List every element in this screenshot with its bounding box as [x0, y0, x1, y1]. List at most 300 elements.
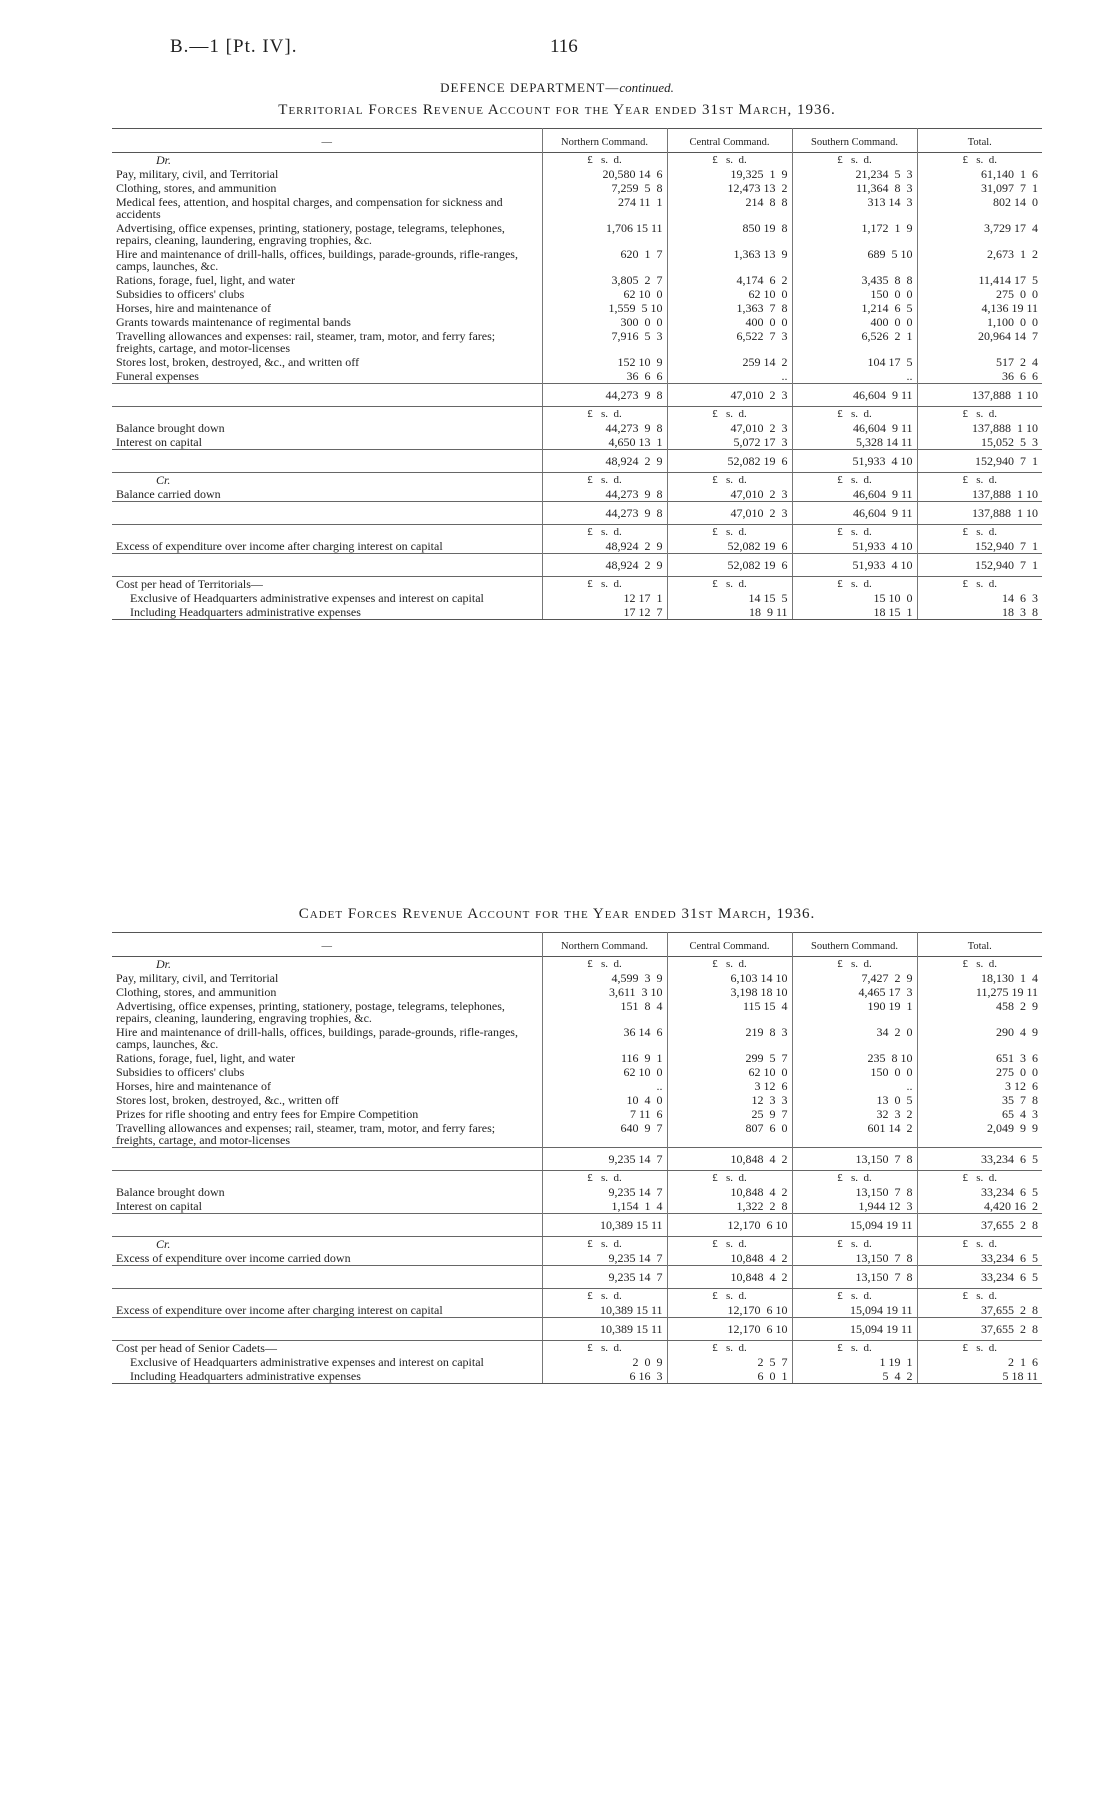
total-cell: [792, 450, 917, 473]
amount-value: 47,010 2 3: [730, 421, 788, 435]
amount-cell: [667, 247, 792, 273]
amount-cell: [917, 287, 1042, 301]
total-value: 12,170 6 10: [727, 1322, 788, 1336]
amount-cell: [917, 421, 1042, 435]
row-label: [112, 1237, 542, 1252]
amount-cell: [542, 1369, 667, 1384]
amount-cell: [667, 301, 792, 315]
amount-value: 640 9 7: [620, 1121, 663, 1135]
amount-value: 7,427 2 9: [861, 971, 913, 985]
amount-value: 6 0 1: [757, 1369, 788, 1383]
amount-value: 35 7 8: [1002, 1093, 1038, 1107]
currency-units: [917, 577, 1042, 592]
amount-value: 11,414 17 5: [978, 273, 1038, 287]
total-label-blank: [112, 1214, 542, 1237]
row-description: Excess of expenditure over income after charging interest on capital: [116, 1303, 443, 1317]
total-cell: [917, 1318, 1042, 1341]
lsd-heading: £ s. d.: [962, 958, 998, 970]
amount-value: 517 2 4: [996, 355, 1038, 369]
lsd-heading: £ s. d.: [962, 154, 998, 166]
total-value: 44,273 9 8: [605, 506, 663, 520]
column-header: Southern Command.: [792, 933, 917, 957]
amount-value: 275 0 0: [996, 287, 1038, 301]
expenditure-row: [112, 329, 1042, 355]
total-cell: [792, 502, 917, 525]
row-label: [112, 407, 542, 422]
amount-cell: [542, 355, 667, 369]
amount-cell: [667, 167, 792, 181]
total-cell: [667, 1266, 792, 1289]
amount-cell: [667, 369, 792, 384]
amount-value: 3,729 17 4: [984, 221, 1038, 235]
amount-cell: [667, 355, 792, 369]
amount-cell: [542, 329, 667, 355]
amount-value: 44,273 9 8: [605, 487, 663, 501]
amount-value: 7,916 5 3: [611, 329, 663, 343]
lsd-heading: £ s. d.: [962, 1172, 998, 1184]
lsd-heading: £ s. d.: [712, 1172, 747, 1184]
row-description: Including Headquarters administrative expenses: [130, 605, 361, 619]
currency-units: [917, 525, 1042, 540]
amount-cell: [542, 539, 667, 554]
total-value: 52,082 19 6: [727, 454, 788, 468]
amount-value: 46,604 9 11: [852, 487, 913, 501]
row-label: [112, 1065, 542, 1079]
amount-cell: [792, 1185, 917, 1199]
cadet-title: Cadet Forces Revenue Account for the Year ended 31st March, 1936.: [298, 906, 816, 922]
total-value: 137,888 1 10: [972, 388, 1038, 402]
lsd-heading: £ s. d.: [837, 1342, 872, 1354]
amount-cell: [792, 539, 917, 554]
total-label-blank: [112, 384, 542, 407]
column-header-row: [112, 129, 1042, 153]
amount-cell: [917, 605, 1042, 620]
amount-cell: [667, 539, 792, 554]
row-description: Clothing, stores, and ammunition: [116, 181, 277, 195]
amount-cell: [917, 1051, 1042, 1065]
amount-value: 4,420 16 2: [984, 1199, 1038, 1213]
lsd-heading: £ s. d.: [587, 958, 622, 970]
amount-value: 18,130 1 4: [981, 971, 1038, 985]
total-cell: [792, 554, 917, 577]
amount-cell: [792, 985, 917, 999]
excess-total-row: [112, 554, 1042, 577]
total-value: 9,235 14 7: [608, 1152, 663, 1166]
amount-cell: [542, 1079, 667, 1093]
total-cell: [667, 450, 792, 473]
amount-value: 13,150 7 8: [855, 1251, 913, 1265]
total-value: 47,010 2 3: [730, 506, 788, 520]
dr-heading-row: [112, 957, 1042, 972]
credit-row: [112, 487, 1042, 502]
amount-value: 14 15 5: [748, 591, 788, 605]
lsd-heading: £ s. d.: [837, 1238, 872, 1250]
row-description: Balance brought down: [116, 1185, 225, 1199]
row-label: [112, 957, 542, 972]
total-value: 137,888 1 10: [972, 506, 1038, 520]
amount-value: 150 0 0: [870, 1065, 913, 1079]
expenditure-row: [112, 971, 1042, 985]
row-label: [112, 181, 542, 195]
lsd-heading: £ s. d.: [962, 1290, 998, 1302]
cost-per-head-row: [112, 605, 1042, 620]
amount-cell: [667, 1025, 792, 1051]
amount-cell: [792, 1355, 917, 1369]
amount-cell: [667, 1355, 792, 1369]
amount-value: 1,154 1 4: [611, 1199, 663, 1213]
lsd-heading: £ s. d.: [962, 1238, 998, 1250]
expenditure-row: [112, 181, 1042, 195]
amount-value: 400 0 0: [745, 315, 788, 329]
amount-cell: [667, 1093, 792, 1107]
currency-units: [792, 1171, 917, 1186]
row-description: Horses, hire and maintenance of: [116, 1079, 271, 1093]
row-label: [112, 247, 542, 273]
total-label-blank: [112, 1318, 542, 1341]
row-label: [112, 301, 542, 315]
currency-units: [667, 577, 792, 592]
amount-value: 116 9 1: [620, 1051, 663, 1065]
lsd-heading: £ s. d.: [962, 1342, 998, 1354]
amount-cell: [542, 247, 667, 273]
lsd-heading: £ s. d.: [712, 526, 747, 538]
amount-value: 51,933 4 10: [852, 539, 913, 553]
lsd-heading: £ s. d.: [962, 474, 998, 486]
amount-value: 44,273 9 8: [605, 421, 663, 435]
balance-units-row: [112, 407, 1042, 422]
currency-units: [792, 473, 917, 488]
amount-cell: [667, 273, 792, 287]
row-label: [112, 1107, 542, 1121]
amount-cell: [917, 329, 1042, 355]
excess-row: [112, 1303, 1042, 1318]
amount-cell: [792, 167, 917, 181]
row-description: Travelling allowances and expenses; rail, steamer, tram, motor, and ferry fares; freights, cartage, and motor-licenses: [116, 1121, 496, 1147]
total-cell: [542, 502, 667, 525]
expenditure-row: [112, 1093, 1042, 1107]
amount-cell: [667, 1369, 792, 1384]
amount-cell: [917, 487, 1042, 502]
amount-value: 47,010 2 3: [730, 487, 788, 501]
amount-cell: [917, 985, 1042, 999]
currency-units: [542, 957, 667, 972]
balance-total-row: [112, 450, 1042, 473]
amount-value: 11,364 8 3: [855, 181, 913, 195]
row-description: Subsidies to officers' clubs: [116, 1065, 245, 1079]
row-label: [112, 1079, 542, 1093]
amount-value: ..: [906, 1079, 913, 1093]
dr-heading-row: [112, 153, 1042, 168]
amount-cell: [542, 1107, 667, 1121]
amount-value: 150 0 0: [870, 287, 913, 301]
amount-value: 36 6 6: [1002, 369, 1038, 383]
amount-value: 36 6 6: [626, 369, 663, 383]
amount-value: 1 19 1: [879, 1355, 913, 1369]
amount-cell: [792, 591, 917, 605]
amount-cell: [667, 435, 792, 450]
lsd-heading: £ s. d.: [712, 958, 747, 970]
amount-cell: [917, 1093, 1042, 1107]
currency-units: [792, 957, 917, 972]
amount-value: 2 1 6: [1008, 1355, 1038, 1369]
amount-cell: [792, 1121, 917, 1148]
currency-units: [792, 1289, 917, 1304]
cost-per-head-row: [112, 1355, 1042, 1369]
row-label: [112, 985, 542, 999]
cost-per-head-row: [112, 591, 1042, 605]
row-label: [112, 1051, 542, 1065]
amount-value: 20,580 14 6: [602, 167, 663, 181]
credit-row: [112, 1251, 1042, 1266]
row-label: [112, 539, 542, 554]
amount-value: 12,170 6 10: [727, 1303, 788, 1317]
amount-cell: [667, 985, 792, 999]
amount-value: 14 6 3: [1002, 591, 1038, 605]
department-heading: [0, 80, 1114, 96]
total-cell: [542, 450, 667, 473]
total-value: 33,234 6 5: [981, 1270, 1038, 1284]
currency-units: [542, 153, 667, 168]
amount-value: 274 11 1: [617, 195, 663, 209]
row-label: [112, 605, 542, 620]
currency-units: [542, 473, 667, 488]
currency-units: [917, 957, 1042, 972]
cost-per-head-row: [112, 1369, 1042, 1384]
balance-total-row: [112, 1214, 1042, 1237]
lsd-heading: £ s. d.: [587, 1290, 622, 1302]
row-description: Pay, military, civil, and Territorial: [116, 167, 279, 181]
amount-value: 4,174 6 2: [736, 273, 788, 287]
amount-value: 62 10 0: [748, 287, 788, 301]
row-description: Exclusive of Headquarters administrative expenses and interest on capital: [130, 1355, 484, 1369]
lsd-heading: £ s. d.: [962, 408, 998, 420]
lsd-heading: £ s. d.: [587, 1238, 622, 1250]
amount-cell: [917, 247, 1042, 273]
amount-cell: [667, 1251, 792, 1266]
amount-value: 6,526 2 1: [861, 329, 913, 343]
amount-value: 10,389 15 11: [599, 1303, 663, 1317]
currency-units: [542, 525, 667, 540]
amount-value: 1,100 0 0: [987, 315, 1038, 329]
side-label: Cr.: [156, 473, 171, 487]
amount-cell: [917, 1251, 1042, 1266]
lsd-heading: £ s. d.: [837, 526, 872, 538]
amount-value: 6 16 3: [629, 1369, 663, 1383]
expenditure-row: [112, 1107, 1042, 1121]
row-description: Excess of expenditure over income carried down: [116, 1251, 351, 1265]
column-header: Central Command.: [667, 129, 792, 153]
amount-value: 18 3 8: [1002, 605, 1038, 619]
amount-cell: [667, 1079, 792, 1093]
total-cell: [792, 1148, 917, 1171]
amount-cell: [667, 421, 792, 435]
amount-cell: [667, 1185, 792, 1199]
amount-value: 15 10 0: [873, 591, 913, 605]
total-value: 48,924 2 9: [605, 558, 663, 572]
row-label: [112, 369, 542, 384]
cost-heading-row: [112, 577, 1042, 592]
amount-cell: [792, 355, 917, 369]
total-cell: [542, 1214, 667, 1237]
row-label: [112, 591, 542, 605]
amount-value: 214 8 8: [745, 195, 788, 209]
total-value: 10,848 4 2: [730, 1152, 788, 1166]
amount-cell: [792, 435, 917, 450]
column-header: Northern Command.: [542, 129, 667, 153]
lsd-heading: £ s. d.: [712, 408, 747, 420]
amount-value: 46,604 9 11: [852, 421, 913, 435]
row-label: [112, 577, 542, 592]
cr-total-row: [112, 1266, 1042, 1289]
amount-cell: [542, 605, 667, 620]
amount-value: 1,944 12 3: [858, 1199, 913, 1213]
amount-cell: [792, 605, 917, 620]
total-value: 47,010 2 3: [730, 388, 788, 402]
row-label: [112, 273, 542, 287]
lsd-heading: £ s. d.: [962, 526, 998, 538]
amount-cell: [792, 369, 917, 384]
amount-cell: [917, 273, 1042, 287]
amount-value: 620 1 7: [620, 247, 663, 261]
amount-value: 7 11 6: [629, 1107, 663, 1121]
lsd-heading: £ s. d.: [587, 1342, 622, 1354]
lsd-heading: £ s. d.: [837, 1290, 872, 1302]
amount-cell: [917, 1199, 1042, 1214]
amount-cell: [542, 421, 667, 435]
amount-value: 3 12 6: [1005, 1079, 1038, 1093]
amount-cell: [917, 181, 1042, 195]
amount-cell: [792, 1251, 917, 1266]
row-label: [112, 1199, 542, 1214]
lsd-heading: £ s. d.: [587, 578, 622, 590]
total-cell: [542, 1266, 667, 1289]
cadet-account-table: [112, 932, 1042, 1384]
expenditure-row: [112, 287, 1042, 301]
row-description: Interest on capital: [116, 435, 202, 449]
amount-value: 3,611 3 10: [608, 985, 663, 999]
row-description: Pay, military, civil, and Territorial: [116, 971, 279, 985]
row-description: Funeral expenses: [116, 369, 199, 383]
row-description: Travelling allowances and expenses: rail, steamer, tram, motor, and ferry fares; freights, cartage, and motor-licenses: [116, 329, 496, 355]
amount-value: 2 5 7: [757, 1355, 788, 1369]
amount-value: 11,275 19 11: [975, 985, 1038, 999]
currency-units: [667, 1237, 792, 1252]
excess-units-row: [112, 1289, 1042, 1304]
amount-value: 850 19 8: [742, 221, 788, 235]
total-cell: [667, 1318, 792, 1341]
amount-value: 259 14 2: [742, 355, 788, 369]
amount-value: 7,259 5 8: [611, 181, 663, 195]
amount-value: 1,706 15 11: [605, 221, 663, 235]
amount-value: 21,234 5 3: [855, 167, 913, 181]
row-label: [112, 487, 542, 502]
amount-cell: [542, 1051, 667, 1065]
row-label: [112, 355, 542, 369]
total-cell: [667, 1214, 792, 1237]
department-continued: continued.: [619, 80, 674, 95]
amount-value: 5,072 17 3: [733, 435, 788, 449]
total-value: 12,170 6 10: [727, 1218, 788, 1232]
amount-value: 3,198 18 10: [730, 985, 788, 999]
amount-cell: [917, 221, 1042, 247]
column-header: Total.: [917, 933, 1042, 957]
cost-heading: Cost per head of Senior Cadets—: [116, 1341, 277, 1355]
total-value: 10,389 15 11: [599, 1322, 663, 1336]
amount-value: 48,924 2 9: [605, 539, 663, 553]
amount-value: 235 8 10: [867, 1051, 913, 1065]
balance-row: [112, 435, 1042, 450]
total-value: 46,604 9 11: [852, 506, 913, 520]
row-label: [112, 287, 542, 301]
amount-value: 52,082 19 6: [727, 539, 788, 553]
lsd-heading: £ s. d.: [587, 408, 622, 420]
column-header-row: [112, 933, 1042, 957]
amount-cell: [542, 985, 667, 999]
amount-value: 313 14 3: [867, 195, 913, 209]
currency-units: [542, 407, 667, 422]
amount-cell: [542, 1251, 667, 1266]
amount-value: 152 10 9: [617, 355, 663, 369]
amount-cell: [667, 1121, 792, 1148]
lsd-heading: £ s. d.: [712, 578, 747, 590]
amount-value: 5 18 11: [1002, 1369, 1038, 1383]
total-value: 10,389 15 11: [599, 1218, 663, 1232]
amount-value: 1,214 6 5: [861, 301, 913, 315]
total-cell: [542, 554, 667, 577]
amount-value: 137,888 1 10: [972, 421, 1038, 435]
row-label: [112, 1171, 542, 1186]
total-cell: [792, 1214, 917, 1237]
total-cell: [917, 450, 1042, 473]
row-description: Balance brought down: [116, 421, 225, 435]
amount-cell: [542, 1093, 667, 1107]
row-description: Advertising, office expenses, printing, stationery, postage, telegrams, telephones, repairs, cleaning, laundering, engraving trophies, &c.: [116, 999, 505, 1025]
amount-value: 4,650 13 1: [608, 435, 663, 449]
total-value: 13,150 7 8: [855, 1152, 913, 1166]
amount-value: 290 4 9: [996, 1025, 1038, 1039]
amount-value: 5,328 14 11: [855, 435, 913, 449]
amount-value: 25 9 7: [751, 1107, 788, 1121]
amount-cell: [667, 1107, 792, 1121]
amount-value: 61,140 1 6: [981, 167, 1038, 181]
row-label: [112, 971, 542, 985]
amount-value: 807 6 0: [745, 1121, 788, 1135]
currency-units: [667, 153, 792, 168]
amount-cell: [792, 971, 917, 985]
row-description: Stores lost, broken, destroyed, &c., written off: [116, 1093, 339, 1107]
amount-cell: [917, 301, 1042, 315]
currency-units: [667, 525, 792, 540]
balance-row: [112, 421, 1042, 435]
currency-units: [542, 1237, 667, 1252]
amount-value: 4,465 17 3: [858, 985, 913, 999]
amount-cell: [792, 1093, 917, 1107]
amount-value: 651 3 6: [996, 1051, 1038, 1065]
amount-value: 115 15 4: [742, 999, 788, 1013]
total-label-blank: [112, 450, 542, 473]
expenditure-row: [112, 355, 1042, 369]
amount-cell: [792, 1065, 917, 1079]
amount-cell: [792, 1199, 917, 1214]
amount-cell: [667, 971, 792, 985]
row-label: [112, 999, 542, 1025]
amount-cell: [917, 1121, 1042, 1148]
cr-total-row: [112, 502, 1042, 525]
side-label: Cr.: [156, 1237, 171, 1251]
expenditure-row: [112, 301, 1042, 315]
amount-value: 15,094 19 11: [849, 1303, 913, 1317]
currency-units: [792, 1237, 917, 1252]
